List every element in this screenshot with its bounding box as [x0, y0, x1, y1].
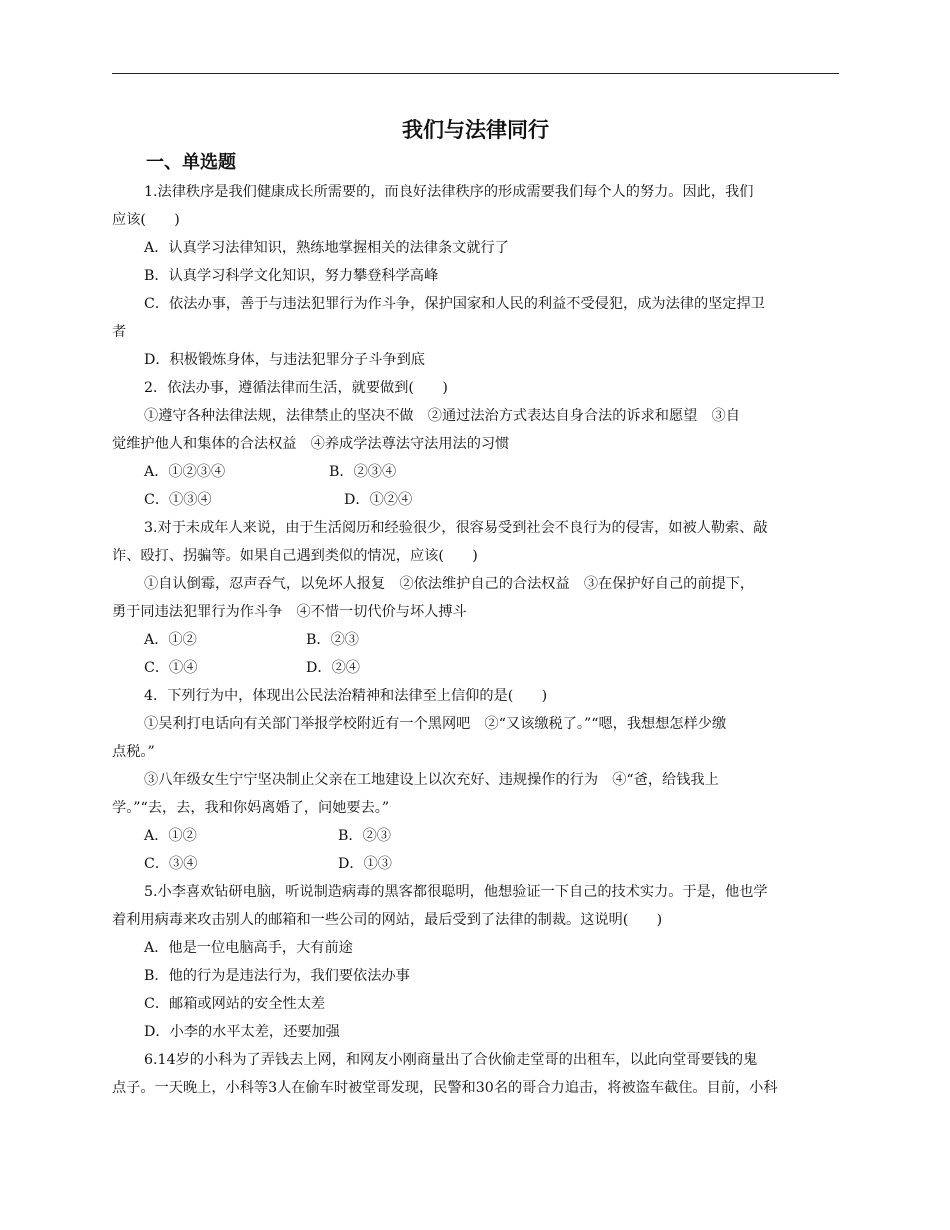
- option-b: B．②③④: [329, 464, 397, 480]
- option-d: D．积极锻炼身体，与违法犯罪分子斗争到底: [144, 352, 425, 368]
- option-b: B．认真学习科学文化知识，努力攀登科学高峰: [144, 268, 439, 284]
- option-c: C．依法办事，善于与违法犯罪行为作斗争，保护国家和人民的利益不受侵犯，成为法律的坚定捍卫: [144, 296, 765, 312]
- option-c: C．③④: [144, 856, 198, 872]
- question-stem: 着利用病毒来攻击别人的邮箱和一些公司的网站，最后受到了法律的制裁。这说明( ): [112, 912, 663, 928]
- option-row: [112, 822, 839, 850]
- section-heading: 一、单选题: [146, 152, 236, 173]
- option-d: D．①③: [338, 856, 392, 872]
- question-stem: 点子。一天晚上，小科等3人在偷车时被堂哥发现，民警和30名的哥合力追击，将被盗车截住。目前，小科: [112, 1080, 778, 1096]
- question-items: 点税。”: [112, 744, 155, 760]
- option-c: 者: [112, 324, 127, 340]
- question-items: 觉维护他人和集体的合法权益 ④养成学法尊法守法用法的习惯: [112, 436, 510, 452]
- document-title: 我们与法律同行: [402, 118, 549, 142]
- option-d: D．①②④: [344, 492, 413, 508]
- question-5: [112, 878, 839, 1046]
- question-2: [112, 374, 839, 514]
- question-items: 勇于同违法犯罪行为作斗争 ④不惜一切代价与坏人搏斗: [112, 604, 467, 620]
- option-row: [112, 486, 839, 514]
- question-items: ①吴利打电话向有关部门举报学校附近有一个黑网吧 ②“又该缴税了。”“嗯，我想想怎样少缴: [144, 716, 727, 732]
- option-c: C．①④: [144, 660, 198, 676]
- option-c: C．邮箱或网站的安全性太差: [144, 996, 326, 1012]
- question-stem: 1.法律秩序是我们健康成长所需要的，而良好法律秩序的形成需要我们每个人的努力。因此，我们: [144, 184, 754, 200]
- question-6: [112, 1046, 839, 1102]
- question-stem: 2．依法办事，遵循法律而生活，就要做到( ): [144, 380, 448, 396]
- question-items: ①遵守各种法律法规，法律禁止的坚决不做 ②通过法治方式表达自身合法的诉求和愿望 ③自: [144, 408, 740, 424]
- option-a: A．①②: [144, 632, 197, 648]
- question-items: ③八年级女生宁宁坚决制止父亲在工地建设上以次充好、违规操作的行为 ④“爸，给钱我上: [144, 772, 719, 788]
- question-stem: 5.小李喜欢钻研电脑，听说制造病毒的黑客都很聪明，他想验证一下自己的技术实力。于是，他也学: [144, 884, 768, 900]
- option-a: A．认真学习法律知识，熟练地掌握相关的法律条文就行了: [144, 240, 509, 256]
- header-rule: [112, 73, 839, 74]
- option-a: A．①②: [144, 828, 197, 844]
- question-stem: 诈、殴打、拐骗等。如果自己遇到类似的情况，应该( ): [112, 548, 478, 564]
- option-c: C．①③④: [144, 492, 212, 508]
- question-1: [112, 178, 839, 374]
- question-stem: 3.对于未成年人来说，由于生活阅历和经验很少，很容易受到社会不良行为的侵害，如被人勒索、敲: [144, 520, 768, 536]
- question-stem: 应该( ): [112, 212, 180, 228]
- question-3: [112, 514, 839, 682]
- option-row: [112, 850, 839, 878]
- question-stem: 6.14岁的小科为了弄钱去上网，和网友小刚商量出了合伙偷走堂哥的出租车，以此向堂哥要钱的鬼: [144, 1052, 758, 1068]
- question-items: 学。”“去，去，我和你妈离婚了，问她要去。”: [112, 800, 390, 816]
- option-row: [112, 458, 839, 486]
- document-body: [112, 112, 839, 1102]
- question-4: [112, 682, 839, 878]
- option-d: D．小李的水平太差，还要加强: [144, 1024, 340, 1040]
- question-items: ①自认倒霉，忍声吞气，以免坏人报复 ②依法维护自己的合法权益 ③在保护好自己的前提下，: [144, 576, 755, 592]
- option-row: [112, 626, 839, 654]
- option-a: A．他是一位电脑高手，大有前途: [144, 940, 353, 956]
- option-a: A．①②③④: [144, 464, 226, 480]
- option-b: B．②③: [338, 828, 391, 844]
- option-row: [112, 654, 839, 682]
- option-b: B．②③: [306, 632, 359, 648]
- option-d: D．②④: [306, 660, 360, 676]
- question-stem: 4．下列行为中，体现出公民法治精神和法律至上信仰的是( ): [144, 688, 548, 704]
- option-b: B．他的行为是违法行为，我们要依法办事: [144, 968, 410, 984]
